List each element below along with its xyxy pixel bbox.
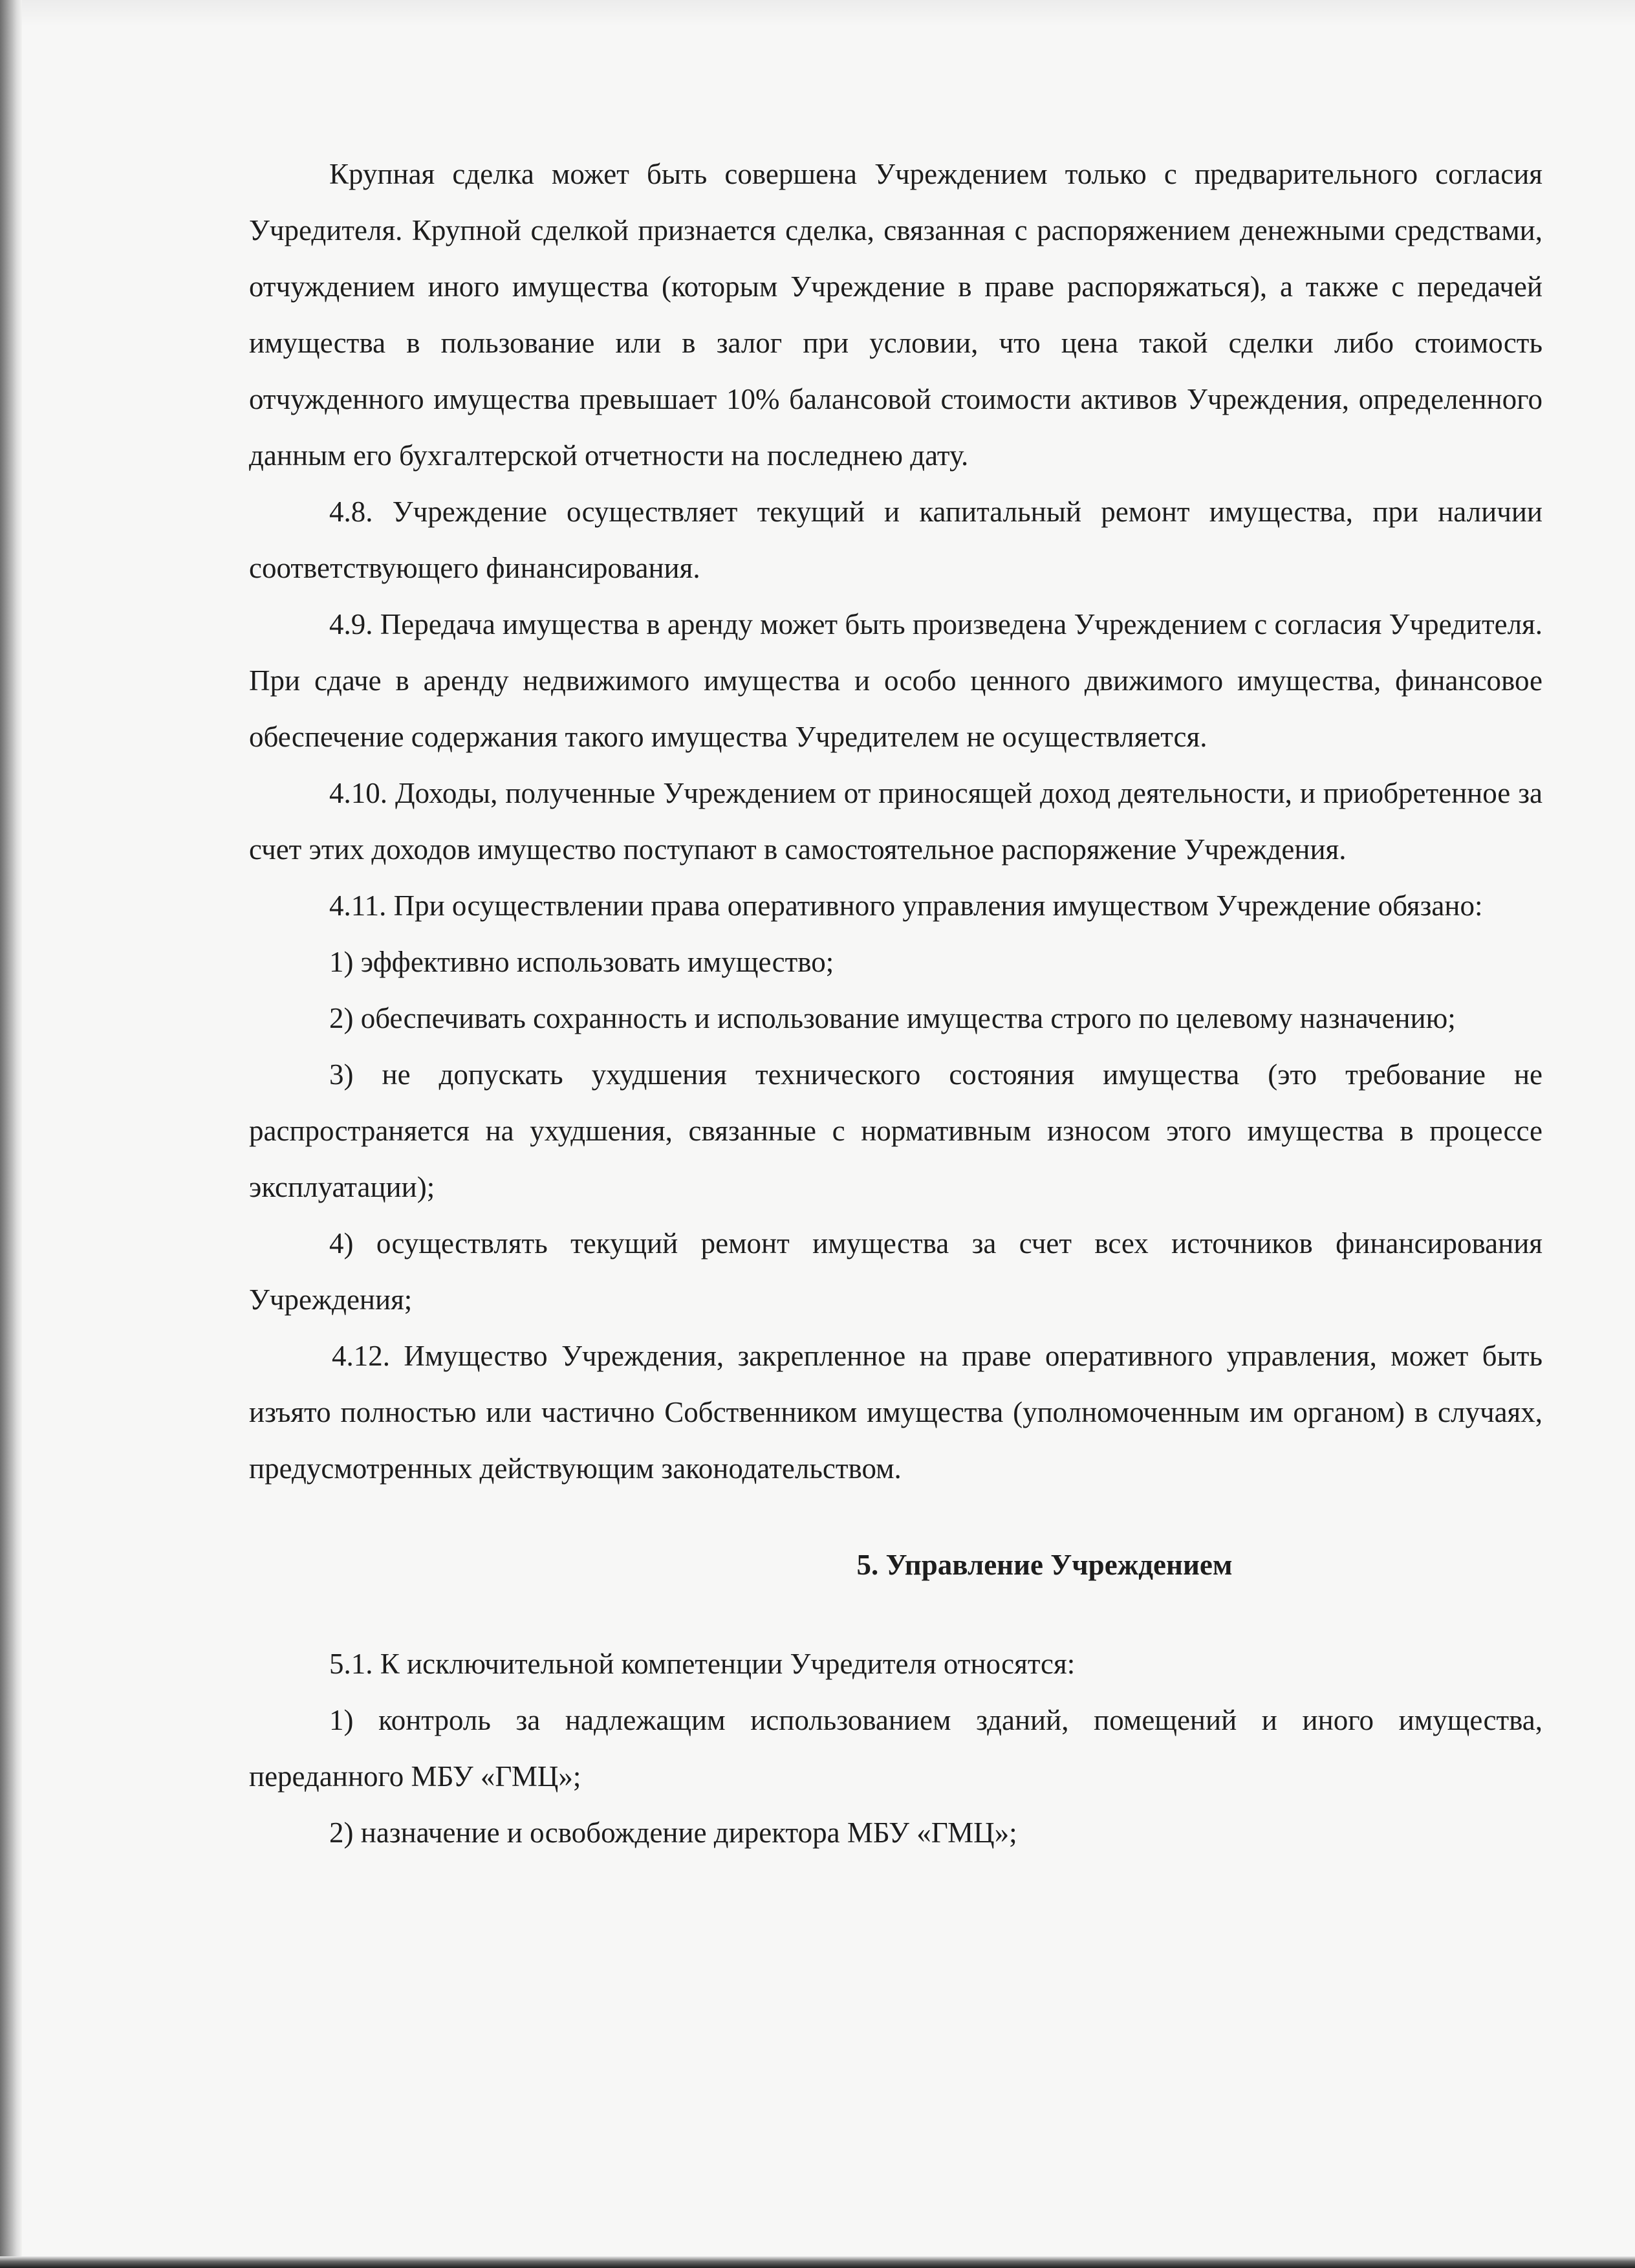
section-title: 5. Управление Учреждением [856, 1549, 1233, 1581]
document-page [249, 146, 1543, 1861]
list-item-3: 3) не допускать ухудшения технического состояния имущества (это требование не распространяется на ухудшения, связанные с нормативным износом этого имущества в процессе эксплуатации); [249, 1058, 1543, 1203]
paragraph-4-9: 4.9. Передача имущества в аренду может быть произведена Учреждением с согласия Учредителя. При сдаче в аренду недвижимого имущества и особо ценного движимого имущества, финансовое обеспечение содержания такого имущества Учредителем не осуществляется. [249, 608, 1543, 753]
list-item-2: 2) обеспечивать сохранность и использование имущества строго по целевому назначению; [329, 1002, 1456, 1034]
paragraph-5-1: 5.1. К исключительной компетенции Учредителя относятся: [329, 1648, 1076, 1680]
paragraph-4-8: 4.8. Учреждение осуществляет текущий и капитальный ремонт имущества, при наличии соответствующего финансирования. [249, 496, 1543, 584]
scan-shadow [0, 0, 1635, 26]
paragraph-major-transaction: Крупная сделка может быть совершена Учреждением только с предварительного согласия Учредителя. Крупной сделкой признается сделка, связанная с распоряжением денежными средствами, отчуждением иного имущества (которым Учреждение в праве распоряжаться), а также с передачей имущества в пользование или в залог при условии, что цена такой сделки либо стоимость отчужденного имущества превышает 10% балансовой стоимости активов Учреждения, определенного данным его бухгалтерской отчетности на последнею дату. [249, 158, 1543, 472]
list-item-5-1-1: 1) контроль за надлежащим использованием зданий, помещений и иного имущества, переданного МБУ «ГМЦ»; [249, 1704, 1543, 1793]
paragraph-4-12: 4.12. Имущество Учреждения, закрепленное на праве оперативного управления, может быть изъято полностью или частично Собственником имущества (уполномоченным им органом) в случаях, предусмотренных действующим законодательством. [249, 1340, 1543, 1485]
list-item-5-1-2: 2) назначение и освобождение директора МБУ «ГМЦ»; [329, 1816, 1017, 1849]
list-item-1: 1) эффективно использовать имущество; [329, 946, 834, 978]
paragraph-4-11: 4.11. При осуществлении права оперативного управления имуществом Учреждение обязано: [329, 889, 1483, 922]
list-item-4: 4) осуществлять текущий ремонт имущества за счет всех источников финансирования Учреждения; [249, 1227, 1543, 1316]
scan-bottom-edge [0, 2256, 1635, 2268]
scan-binding-edge [0, 0, 22, 2268]
paragraph-4-10: 4.10. Доходы, полученные Учреждением от приносящей доход деятельности, и приобретенное за счет этих доходов имущество поступают в самостоятельное распоряжение Учреждения. [249, 777, 1543, 866]
